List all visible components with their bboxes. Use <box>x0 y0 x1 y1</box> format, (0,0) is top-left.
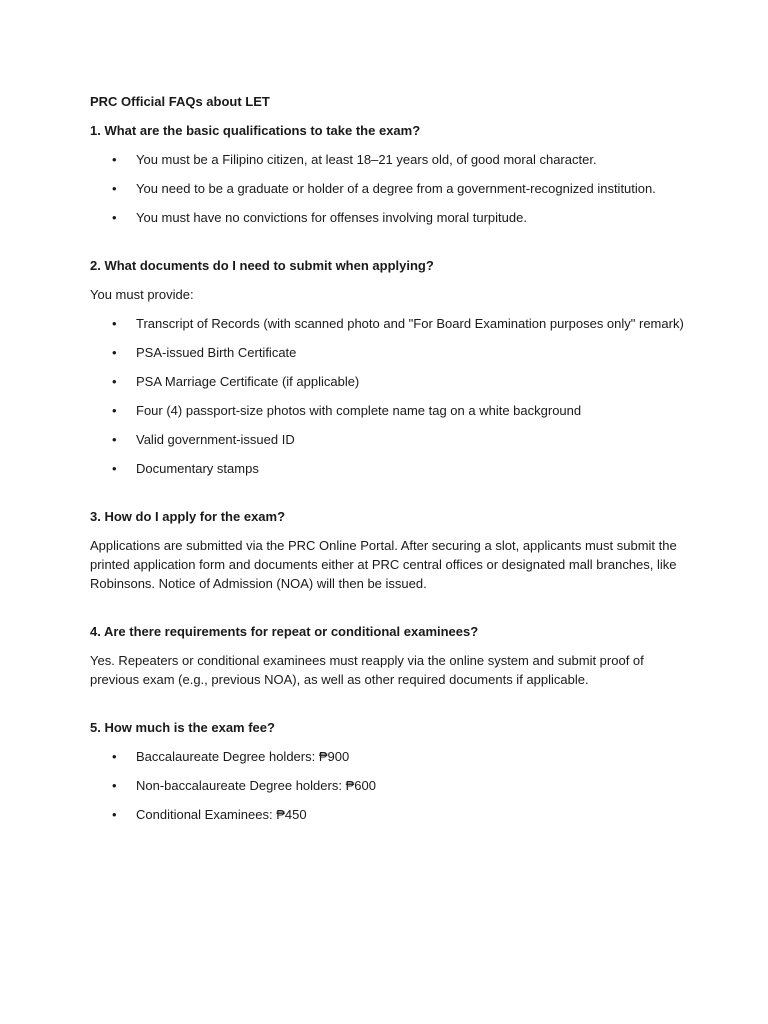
list-item <box>90 776 690 795</box>
list-item-text: Documentary stamps <box>136 461 259 476</box>
answer-4: Yes. Repeaters or conditional examinees must reapply via the online system and submit proof of previous exam (e.g., previous NOA), as well as other required documents if applicable. <box>90 653 644 687</box>
bullet-icon: • <box>112 345 117 360</box>
list-item-text: You must be a Filipino citizen, at least 18–21 years old, of good moral character. <box>136 152 597 167</box>
list-item-text: Conditional Examinees: ₱450 <box>136 807 307 822</box>
list-item-text: Transcript of Records (with scanned photo and "For Board Examination purposes only" remark) <box>136 316 684 331</box>
question-4: 4. Are there requirements for repeat or conditional examinees? <box>90 624 479 639</box>
list-item-text: You need to be a graduate or holder of a degree from a government-recognized institution. <box>136 181 656 196</box>
documents-intro: You must provide: <box>90 287 194 302</box>
list-item <box>90 343 690 362</box>
bullet-icon: • <box>112 461 117 476</box>
question-5: 5. How much is the exam fee? <box>90 720 275 735</box>
question-1: 1. What are the basic qualifications to take the exam? <box>90 123 421 138</box>
bullet-icon: • <box>112 432 117 447</box>
faq-document <box>90 92 690 834</box>
list-item <box>90 208 690 227</box>
question-3: 3. How do I apply for the exam? <box>90 509 286 524</box>
list-item-text: Non-baccalaureate Degree holders: ₱600 <box>136 778 376 793</box>
bullet-icon: • <box>112 749 117 764</box>
bullet-icon: • <box>112 152 117 167</box>
list-item <box>90 314 690 333</box>
bullet-icon: • <box>112 374 117 389</box>
list-item-text: Four (4) passport-size photos with complete name tag on a white background <box>136 403 582 418</box>
list-item-text: PSA-issued Birth Certificate <box>136 345 297 360</box>
documents-list <box>90 314 690 478</box>
list-item <box>90 401 690 420</box>
list-item-text: Baccalaureate Degree holders: ₱900 <box>136 749 350 764</box>
qualifications-list <box>90 150 690 227</box>
list-item <box>90 430 690 449</box>
list-item <box>90 747 690 766</box>
list-item <box>90 150 690 169</box>
list-item <box>90 459 690 478</box>
bullet-icon: • <box>112 181 117 196</box>
list-item <box>90 805 690 824</box>
list-item-text: PSA Marriage Certificate (if applicable) <box>136 374 360 389</box>
bullet-icon: • <box>112 778 117 793</box>
bullet-icon: • <box>112 210 117 225</box>
fees-list <box>90 747 690 824</box>
list-item <box>90 179 690 198</box>
bullet-icon: • <box>112 316 117 331</box>
question-2: 2. What documents do I need to submit when applying? <box>90 258 434 273</box>
bullet-icon: • <box>112 807 117 822</box>
bullet-icon: • <box>112 403 117 418</box>
list-item-text: You must have no convictions for offenses involving moral turpitude. <box>136 210 527 225</box>
answer-3: Applications are submitted via the PRC Online Portal. After securing a slot, applicants must submit the printed application form and documents either at PRC central offices or designated mall branches, like Robinsons. Notice of Admission (NOA) will then be issued. <box>90 538 677 591</box>
list-item <box>90 372 690 391</box>
page-title: PRC Official FAQs about LET <box>90 94 270 109</box>
list-item-text: Valid government-issued ID <box>136 432 295 447</box>
